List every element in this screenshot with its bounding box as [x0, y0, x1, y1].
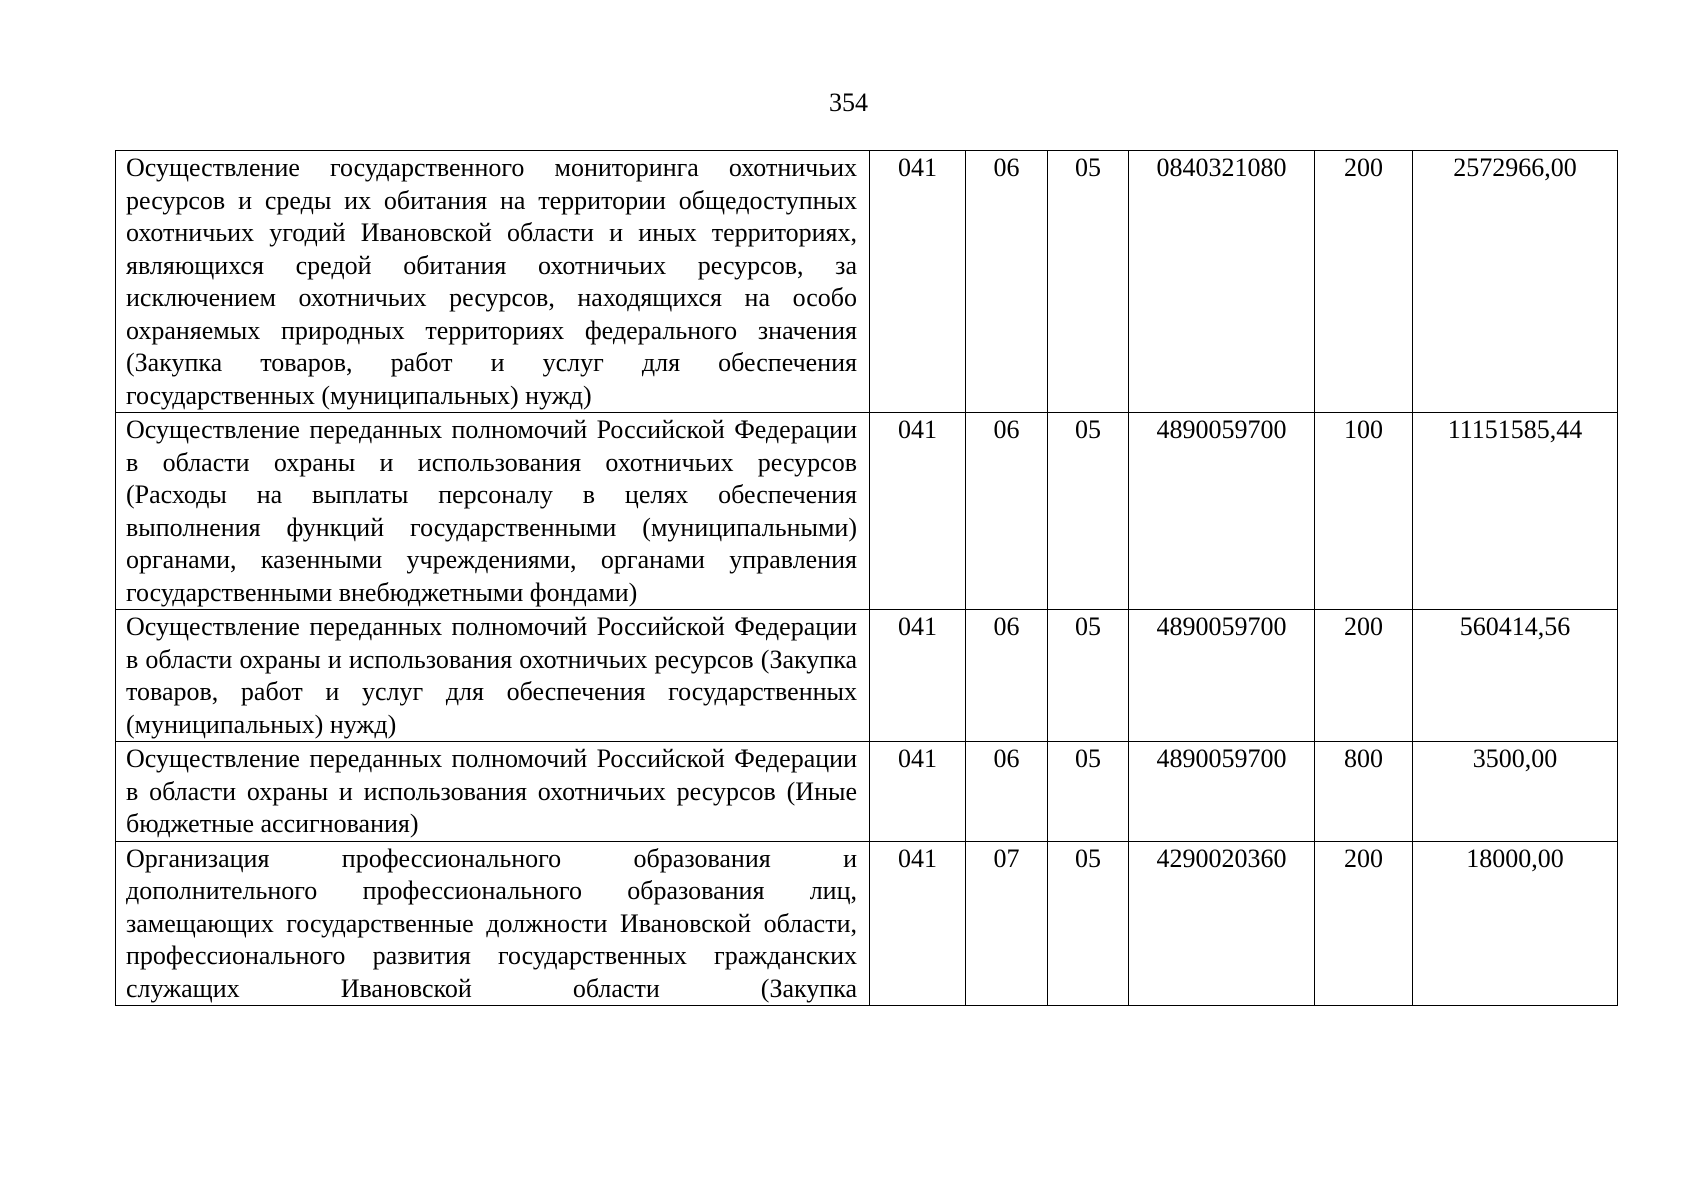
amount: 560414,56: [1413, 610, 1618, 742]
row-description: Осуществление переданных полномочий Российской Федерации в области охраны и использования охотничьих ресурсов (Закупка товаров, работ и услуг для обеспечения государственных (муниципальных) нужд): [116, 610, 870, 742]
target-code: 0840321080: [1129, 151, 1315, 413]
expense-type-code: 200: [1315, 151, 1413, 413]
table-row: [116, 151, 1618, 413]
row-description: Осуществление переданных полномочий Российской Федерации в области охраны и использования охотничьих ресурсов (Иные бюджетные ассигнования): [116, 742, 870, 842]
subsection-code: 05: [1048, 413, 1129, 610]
table-row: [116, 841, 1618, 1005]
section-code: 06: [966, 413, 1048, 610]
section-code: 06: [966, 610, 1048, 742]
amount: 11151585,44: [1413, 413, 1618, 610]
ministry-code: 041: [870, 841, 966, 1005]
ministry-code: 041: [870, 610, 966, 742]
section-code: 06: [966, 151, 1048, 413]
table-row: [116, 742, 1618, 842]
row-description: Осуществление переданных полномочий Российской Федерации в области охраны и использования охотничьих ресурсов (Расходы на выплаты персоналу в целях обеспечения выполнения функций государственными (муниципальными) органами, казенными учреждениями, органами управления государственными внебюджетными фондами): [116, 413, 870, 610]
amount: 2572966,00: [1413, 151, 1618, 413]
target-code: 4890059700: [1129, 413, 1315, 610]
table-row: [116, 610, 1618, 742]
ministry-code: 041: [870, 742, 966, 842]
target-code: 4890059700: [1129, 742, 1315, 842]
subsection-code: 05: [1048, 841, 1129, 1005]
expense-type-code: 800: [1315, 742, 1413, 842]
table-row: [116, 413, 1618, 610]
amount: 3500,00: [1413, 742, 1618, 842]
subsection-code: 05: [1048, 151, 1129, 413]
ministry-code: 041: [870, 413, 966, 610]
ministry-code: 041: [870, 151, 966, 413]
expense-type-code: 200: [1315, 841, 1413, 1005]
amount: 18000,00: [1413, 841, 1618, 1005]
page-number: 354: [829, 88, 868, 117]
subsection-code: 05: [1048, 610, 1129, 742]
budget-table: [115, 150, 1618, 1006]
target-code: 4290020360: [1129, 841, 1315, 1005]
section-code: 07: [966, 841, 1048, 1005]
expense-type-code: 100: [1315, 413, 1413, 610]
subsection-code: 05: [1048, 742, 1129, 842]
row-description-cell: [116, 841, 870, 1005]
expense-type-code: 200: [1315, 610, 1413, 742]
row-description: Осуществление государственного мониторинга охотничьих ресурсов и среды их обитания на территории общедоступных охотничьих угодий Ивановской области и иных территориях, являющихся средой обитания охотничьих ресурсов, за исключением охотничьих ресурсов, находящихся на особо охраняемых природных территориях федерального значения (Закупка товаров, работ и услуг для обеспечения государственных (муниципальных) нужд): [116, 151, 870, 413]
target-code: 4890059700: [1129, 610, 1315, 742]
row-description: Организация профессионального образования и дополнительного профессионального образования лиц, замещающих государственные должности Ивановской области, профессионального развития государственных гражданских служащих Ивановской области (Закупка: [126, 843, 857, 1003]
section-code: 06: [966, 742, 1048, 842]
